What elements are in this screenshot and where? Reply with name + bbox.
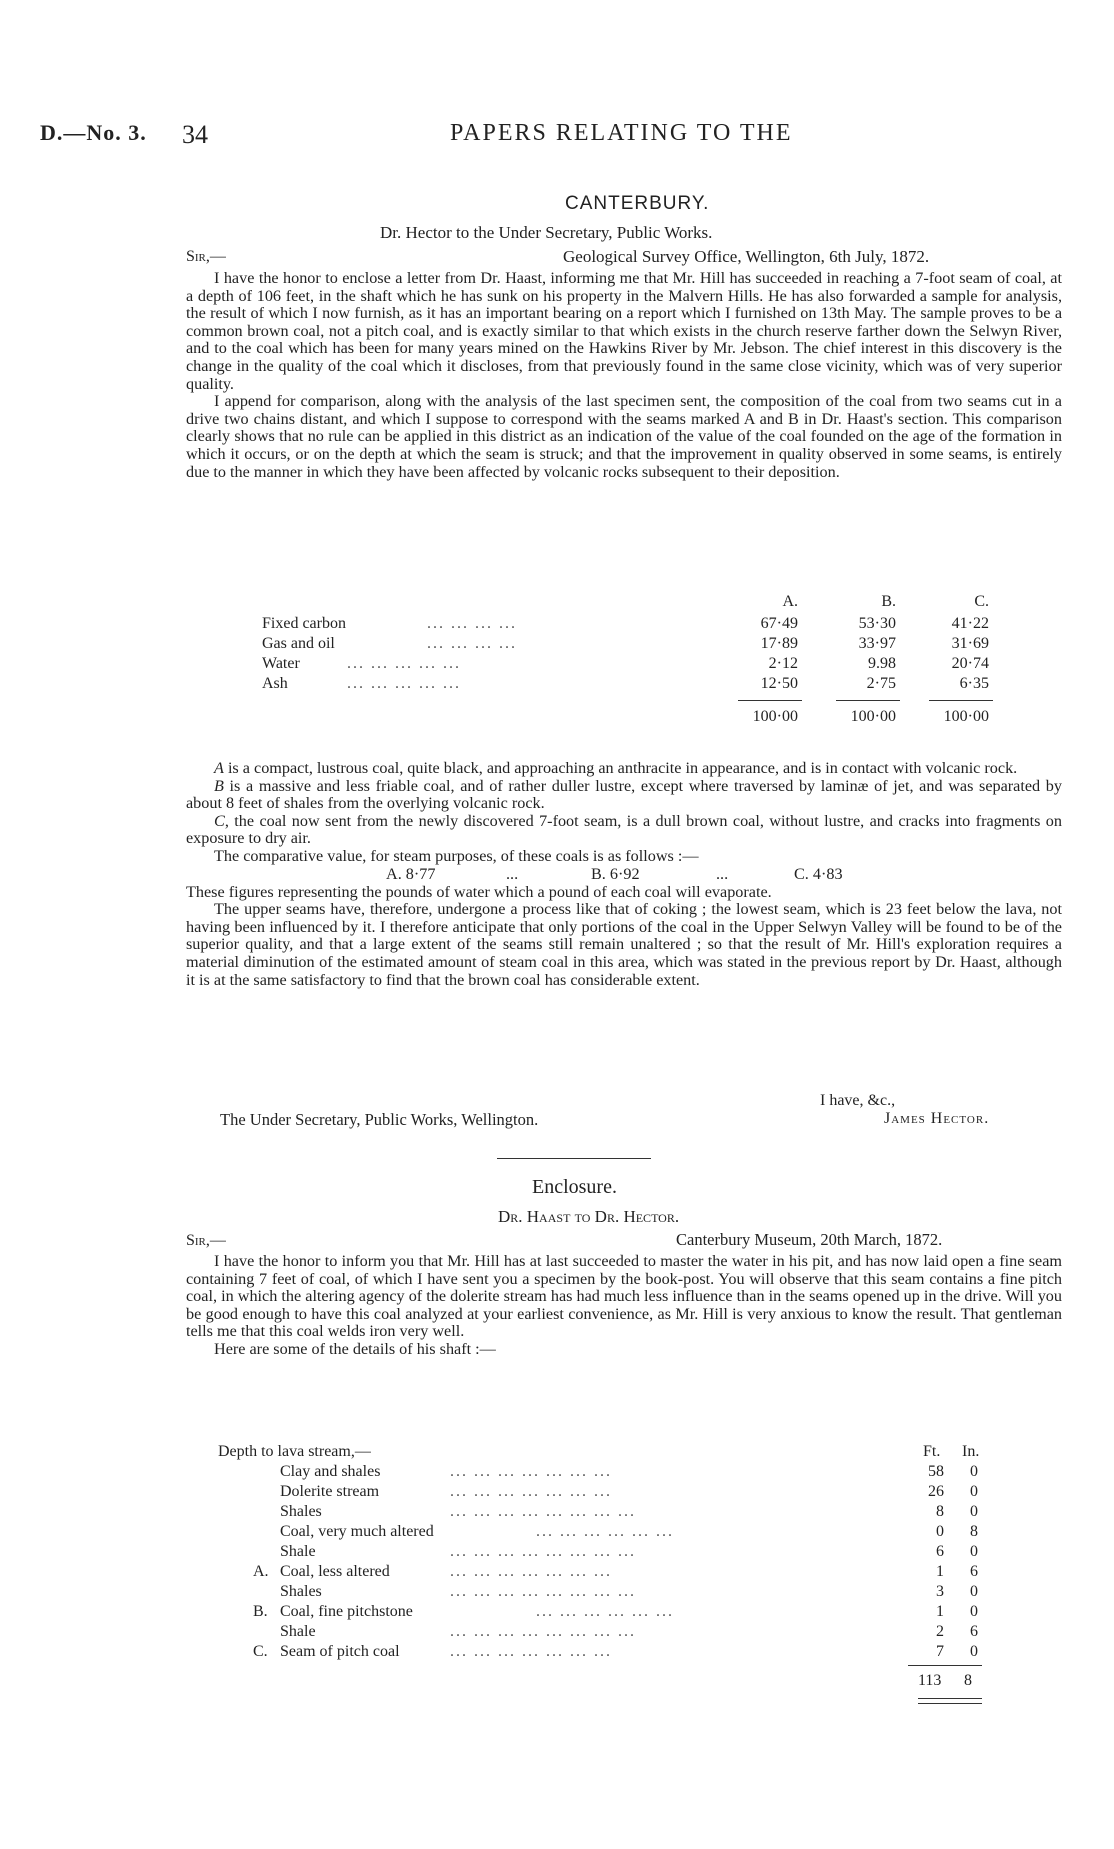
row-label: Shales	[280, 1503, 322, 1520]
table-header-row	[262, 592, 1002, 614]
shaft-table	[218, 1442, 998, 1462]
row-label: Coal, very much altered	[280, 1523, 434, 1540]
dateline: Canterbury Museum, 20th March, 1872.	[676, 1230, 943, 1249]
leader-dots: ...	[716, 864, 729, 883]
inches-value: 0	[970, 1503, 978, 1520]
row-label: Shales	[280, 1583, 322, 1600]
cell-value: 33·97	[858, 635, 896, 652]
row-label: Fixed carbon	[262, 615, 346, 632]
row-label: Gas and oil	[262, 635, 335, 652]
inches-value: 0	[970, 1643, 978, 1660]
leader-dots: ... ... ... ...	[427, 615, 517, 632]
row-mark: C.	[253, 1643, 268, 1660]
row-label: Coal, fine pitchstone	[280, 1603, 413, 1620]
inches-value: 0	[970, 1463, 978, 1480]
letter-heading: Dr. Hector to the Under Secretary, Public Works.	[380, 223, 713, 242]
table-row	[218, 1602, 998, 1622]
page-number: 34	[182, 120, 208, 149]
row-label: Shale	[280, 1543, 316, 1560]
leader-dots: ... ... ... ... ... ... ... ...	[450, 1623, 636, 1640]
inches-value: 0	[970, 1583, 978, 1600]
leader-dots: ... ... ... ... ... ... ...	[450, 1463, 612, 1480]
comparative-values	[186, 866, 1062, 884]
note-letter: A	[214, 759, 224, 777]
salutation: Sir,—	[186, 1232, 226, 1249]
document-reference: D.—No. 3.	[40, 120, 147, 145]
figures-note: These figures representing the pounds of water which a pound of each coal will evaporate.	[186, 882, 772, 901]
analysis-table	[262, 592, 1002, 725]
dateline: Geological Survey Office, Wellington, 6th July, 1872.	[563, 247, 930, 266]
section-title: CANTERBURY.	[565, 193, 710, 214]
note-c	[186, 813, 1062, 848]
paragraph: I have the honor to enclose a letter from Dr. Haast, informing me that Mr. Hill has succeeded in reaching a 7-foot seam of coal, at a depth of 106 feet, in the shaft which he has sunk on his property in the Malvern Hills. He has also forwarded a sample for analysis, the result of which I now furnish, as it has an important bearing on a report which I furnished on 13th May. The sample proves to be a common brown coal, not a pitch coal, and is exactly similar to that which exists in the church reserve farther down the Selwyn River, and to the coal which has been for many years mined on the Hawkins River by Mr. Jebson. The chief interest in this discovery is the change in the quality of the coal which it discloses, from that previously found in the same close vicinity, which was of very superior quality.	[186, 269, 1062, 393]
letter-body	[186, 270, 1062, 481]
table-row	[218, 1642, 998, 1662]
feet-value: 26	[928, 1483, 944, 1500]
running-title: PAPERS RELATING TO THE	[450, 120, 793, 146]
row-label: Water	[262, 655, 300, 672]
cell-value: 12·50	[760, 675, 798, 692]
cell-value: 2·12	[768, 655, 798, 672]
total-rule	[908, 1665, 982, 1666]
leader-dots: ... ... ... ... ... ... ... ...	[450, 1503, 636, 1520]
inches-value: 0	[970, 1483, 978, 1500]
row-label: Ash	[262, 675, 288, 692]
enclosure-title: Enclosure.	[532, 1176, 617, 1198]
leader-dots: ... ... ... ... ...	[347, 655, 461, 672]
inches-value: 6	[970, 1623, 978, 1640]
leader-dots: ... ... ... ... ... ... ...	[450, 1483, 612, 1500]
row-label: Shale	[280, 1623, 316, 1640]
value-c: C. 4·83	[794, 864, 843, 883]
table-row	[218, 1522, 998, 1542]
letter-notes	[186, 760, 1062, 989]
total-feet: 113	[918, 1672, 942, 1689]
cell-value: 6·35	[959, 675, 989, 692]
column-header: C.	[974, 593, 989, 610]
table-row	[262, 614, 1002, 634]
totals-row	[262, 707, 1002, 727]
total-rule	[738, 700, 802, 701]
table-row	[218, 1462, 998, 1482]
column-header-feet: Ft.	[923, 1443, 941, 1460]
leader-dots: ... ... ... ...	[427, 635, 517, 652]
feet-value: 1	[936, 1563, 944, 1580]
enclosure-heading: Dr. Haast to Dr. Hector.	[498, 1207, 680, 1226]
row-label: Seam of pitch coal	[280, 1643, 400, 1660]
closing: I have, &c.,	[820, 1092, 896, 1109]
row-label: Dolerite stream	[280, 1483, 380, 1500]
leader-dots: ... ... ... ... ... ...	[536, 1603, 674, 1620]
cell-value: 20·74	[951, 655, 989, 672]
total-rule	[836, 700, 900, 701]
table-row	[218, 1622, 998, 1642]
cell-value: 9.98	[868, 655, 896, 672]
column-header: A.	[782, 593, 798, 610]
total-inches: 8	[964, 1672, 972, 1689]
table-row	[262, 634, 1002, 654]
total-rule	[929, 700, 993, 701]
signature: James Hector.	[884, 1110, 990, 1127]
value-b: B. 6·92	[591, 864, 640, 883]
row-label: Coal, less altered	[280, 1563, 390, 1580]
cell-value: 17·89	[760, 635, 798, 652]
value-a: A. 8·77	[386, 864, 436, 883]
cell-value: 2·75	[866, 675, 896, 692]
feet-value: 58	[928, 1463, 944, 1480]
row-mark: A.	[253, 1563, 269, 1580]
cell-value: 67·49	[760, 615, 798, 632]
table-row	[262, 654, 1002, 674]
salutation: Sir,—	[186, 248, 226, 265]
row-mark: B.	[253, 1603, 268, 1620]
table-header-row	[218, 1442, 998, 1462]
enclosure-body	[186, 1253, 1062, 1359]
cell-value: 31·69	[951, 635, 989, 652]
leader-dots: ... ... ... ... ... ... ...	[450, 1563, 612, 1580]
note-text: is a massive and less friable coal, and of rather duller lustre, except where traversed by laminæ of jet, and was separated by about 8 feet of shales from the overlying volcanic rock.	[186, 776, 1062, 813]
running-header	[0, 120, 1114, 160]
note-a	[186, 760, 1062, 778]
total-value: 100·00	[850, 708, 896, 725]
leader-dots: ... ... ... ... ... ... ... ...	[450, 1583, 636, 1600]
leader-dots: ... ... ... ... ... ... ...	[450, 1643, 612, 1660]
table-row	[218, 1482, 998, 1502]
note-letter: C	[214, 811, 225, 830]
column-header-inches: In.	[962, 1443, 980, 1460]
double-rule	[918, 1698, 982, 1704]
inches-value: 6	[970, 1563, 978, 1580]
table-row	[218, 1542, 998, 1562]
total-value: 100·00	[943, 708, 989, 725]
leader-dots: ...	[506, 864, 519, 883]
paragraph: I have the honor to inform you that Mr. Hill has at last succeeded to master the water in his pit, and has now laid open a fine seam containing 7 feet of coal, of which I have sent you a specimen by the book-post. You will observe that this seam contains a fine pitch coal, in which the altering agency of the dolerite stream has had much less influence than in the seams opened up in the drive. Will you be good enough to have this coal analyzed at your earliest convenience, as Mr. Hill is very anxious to know the result. That gentleman tells me that this coal welds iron very well.	[186, 1252, 1062, 1341]
inches-value: 8	[970, 1523, 978, 1540]
leader-dots: ... ... ... ... ... ...	[536, 1523, 674, 1540]
table-row	[262, 674, 1002, 694]
table-row	[218, 1562, 998, 1582]
inches-value: 0	[970, 1543, 978, 1560]
leader-dots: ... ... ... ... ... ... ... ...	[450, 1543, 636, 1560]
cell-value: 53·30	[858, 615, 896, 632]
feet-value: 6	[936, 1543, 944, 1560]
feet-value: 3	[936, 1583, 944, 1600]
shaft-rows	[218, 1462, 998, 1662]
feet-value: 8	[936, 1503, 944, 1520]
feet-value: 0	[936, 1523, 944, 1540]
table-row	[218, 1502, 998, 1522]
row-label: Clay and shales	[280, 1463, 381, 1480]
cell-value: 41·22	[951, 615, 989, 632]
addressee: The Under Secretary, Public Works, Wellington.	[220, 1110, 539, 1129]
total-value: 100·00	[752, 708, 798, 725]
comparative-intro: The comparative value, for steam purposes, of these coals is as follows :—	[214, 846, 699, 865]
feet-value: 1	[936, 1603, 944, 1620]
column-header: B.	[881, 593, 896, 610]
paragraph: Here are some of the details of his shaft :—	[214, 1339, 496, 1358]
feet-value: 7	[936, 1643, 944, 1660]
note-letter: B	[214, 776, 224, 795]
feet-value: 2	[936, 1623, 944, 1640]
paragraph: I append for comparison, along with the analysis of the last specimen sent, the composition of the coal from two seams cut in a drive two chains distant, and which I suppose to correspond with the seams marked A and B in Dr. Haast's section. This comparison clearly shows that no rule can be applied in this district as an indication of the value of the coal founded on the age of the formation in which it occurs, or on the depth at which the seam is struck; and that the improvement in quality observed in some seams, is entirely due to the manner in which they have been affected by volcanic rocks subsequent to their deposition.	[186, 392, 1062, 481]
table-row	[218, 1582, 998, 1602]
table-caption: Depth to lava stream,—	[218, 1443, 371, 1460]
note-text: , the coal now sent from the newly discovered 7-foot seam, is a dull brown coal, without lustre, and cracks into fragments on exposure to dry air.	[186, 811, 1062, 848]
note-b	[186, 778, 1062, 813]
note-text: is a compact, lustrous coal, quite black, and approaching an anthracite in appearance, and is in contact with volcanic rock.	[223, 759, 1018, 777]
inches-value: 0	[970, 1603, 978, 1620]
leader-dots: ... ... ... ... ...	[347, 675, 461, 692]
section-divider	[497, 1158, 651, 1159]
paragraph: The upper seams have, therefore, undergone a process like that of coking ; the lowest seam, which is 23 feet below the lava, not having been influenced by it. I therefore anticipate that only portions of the coal in the Upper Selwyn Valley will be found to be of the superior quality, and that a large extent of the seams still remain unaltered ; so that the result of Mr. Hill's exploration requires a material diminution of the estimated amount of steam coal in this area, which was stated in the previous report by Dr. Haast, although it is at the same satisfactory to find that the brown coal has considerable extent.	[186, 900, 1062, 989]
